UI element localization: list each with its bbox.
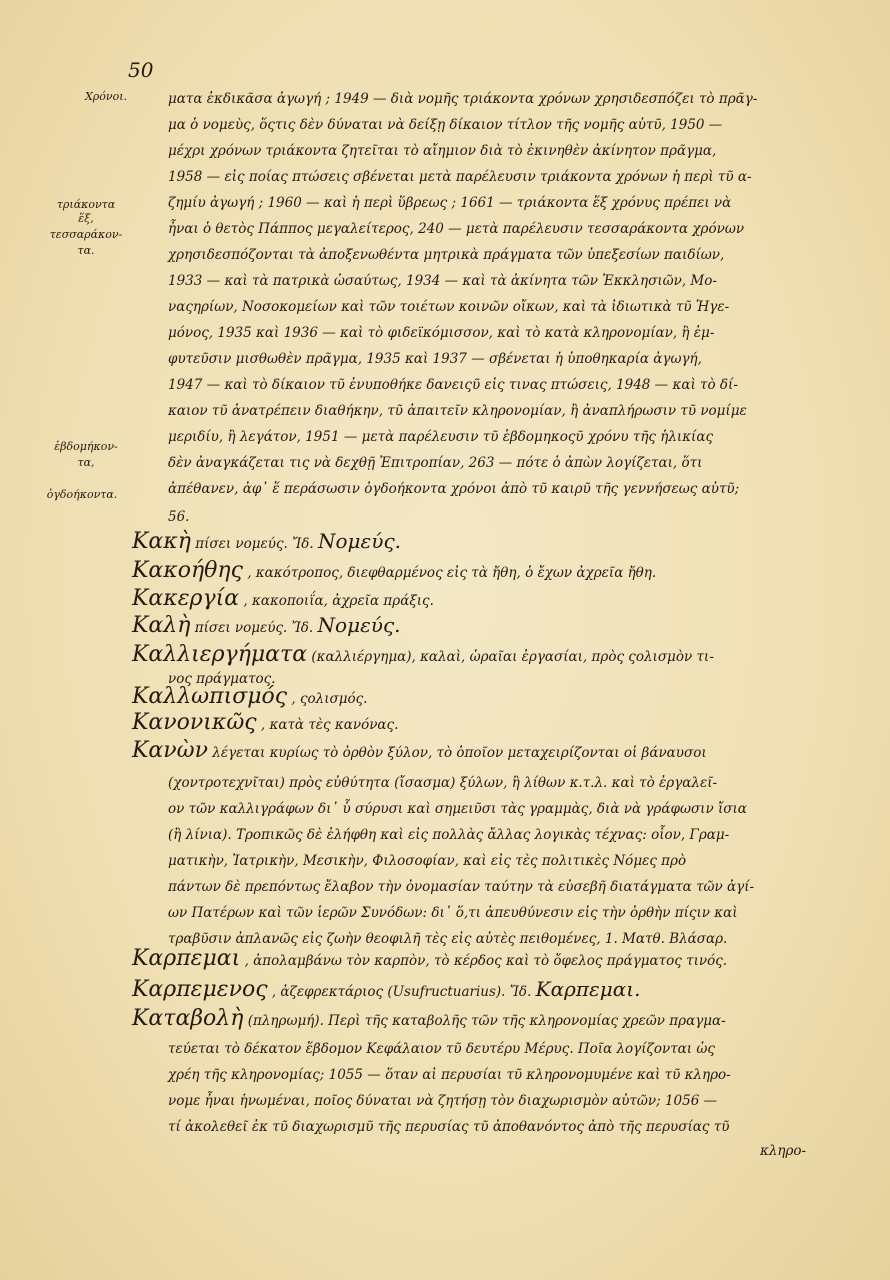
margin-note: τριάκοντα [56, 198, 116, 211]
headword: Κακεργία [132, 586, 240, 611]
entry-text: , ἀζεφρεκτάριος (Usufructuarius). Ἴδ. [271, 984, 532, 1000]
entry-text: πίσει νομεύς. Ἴδ. [194, 620, 314, 636]
entry-text: (πληρωμή). Περὶ τῆς καταβολῆς τῶν τῆς κληρονομίας χρεῶν πραγμα- [247, 1013, 726, 1029]
entry-continuation: χρέη τῆς κληρονομίας; 1055 — ὅταν αἱ περυσίαι τῦ κληρονομυμένε καὶ τῦ κληρο- [168, 1067, 731, 1083]
text-line: 1947 — καὶ τὸ δίκαιον τῦ ἐνυποθήκε δανειςῦ εἰς τινας πτώσεις, 1948 — καὶ τὸ δί- [168, 377, 738, 393]
headword: Κακοήθης [132, 558, 243, 583]
cross-reference: Νομεύς. [317, 613, 401, 637]
cross-reference: Νομεύς. [318, 529, 402, 553]
entry-continuation: τραβῦσιν ἀπλανῶς εἰς ζωὴν θεοφιλῆ τὲς εἰς αὐτὲς πειθομένες, 1. Ματθ. Βλάσαρ. [168, 931, 728, 947]
headword: Κακὴ [132, 529, 191, 554]
entry-continuation: ον τῶν καλλιγράφων δι᾽ ὗ σύρυσι καὶ σημειῦσι τὰς γραμμὰς, διὰ νὰ γράφωσιν ἴσια [168, 801, 747, 817]
entry-continuation: νομε ἦναι ἡνωμέναι, ποῖος δύναται νὰ ζητήσῃ τὸν διαχωρισμὸν αὐτῶν; 1056 — [168, 1093, 718, 1109]
margin-note: Χρόνοι. [84, 90, 128, 103]
margin-note: ὀγδοήκοντα. [46, 488, 118, 501]
entry [132, 946, 832, 971]
text-line: ζημίυ ἀγωγή ; 1960 — καὶ ἡ περὶ ὕβρεως ; 1661 — τριάκοντα ἕξ χρόνυς πρέπει νὰ [168, 195, 732, 211]
text-line: 1933 — καὶ τὰ πατρικὰ ὡσαύτως, 1934 — καὶ τὰ ἀκίνητα τῶν Ἐκκλησιῶν, Μο- [168, 273, 717, 289]
margin-note: ἑβδομήκον- [54, 440, 118, 453]
entry [132, 684, 832, 709]
headword: Κανονικῶς [132, 710, 257, 735]
entry [132, 613, 832, 638]
text-line: 56. [168, 509, 190, 525]
text-line: χρησιδεσπόζονται τὰ ἀποξενωθέντα μητρικὰ πράγματα τῶν ὑπεξεσίων παιδίων, [168, 247, 725, 263]
entry-continuation: ματικὴν, Ἰατρικὴν, Μεσικὴν, Φιλοσοφίαν, καὶ εἰς τὲς πολιτικὲς Νόμες πρὸ [168, 853, 687, 869]
headword: Κανὼν [132, 738, 208, 763]
entry-text: , ςολισμός. [291, 691, 368, 707]
page-number: 50 [128, 58, 154, 82]
text-line: δὲν ἀναγκάζεται τις νὰ δεχθῇ Ἐπιτροπίαν, 263 — πότε ὁ ἀπὼν λογίζεται, ὅτι [168, 455, 703, 471]
text-line: μεριδίυ, ἢ λεγάτον, 1951 — μετὰ παρέλευσιν τῦ ἑβδομηκοςῦ χρόνυ τῆς ἡλικίας [168, 429, 714, 445]
entry [132, 558, 832, 583]
text-line: μα ὁ νομεὺς, ὅςτις δὲν δύναται νὰ δείξῃ δίκαιον τίτλον τῆς νομῆς αὐτῦ, 1950 — [168, 117, 723, 133]
entry [132, 529, 832, 554]
entry [132, 977, 832, 1002]
text-line: ναςηρίων, Νοσοκομείων καὶ τῶν τοιέτων κοινῶν οἴκων, καὶ τὰ ἰδιωτικὰ τῦ Ἡγε- [168, 299, 730, 315]
entry-continuation: πάντων δὲ πρεπόντως ἔλαβον τὴν ὀνομασίαν ταύτην τὰ εὐσεβῆ διατάγματα τῶν ἁγί- [168, 879, 755, 895]
entry-text: , κακοποιΐα, ἀχρεῖα πράξις. [243, 593, 434, 609]
entry-text: πίσει νομεύς. Ἴδ. [195, 536, 314, 552]
headword: Καλὴ [132, 613, 191, 638]
headword: Καλλιεργήματα [132, 642, 308, 667]
headword: Καταβολὴ [132, 1006, 244, 1031]
headword: Καρπεμενος [132, 977, 268, 1002]
entry-continuation: νος πράγματος. [168, 671, 276, 687]
entry-continuation: (ἢ λίνια). Τροπικῶς δὲ ἐλήφθη καὶ εἰς πολλὰς ἄλλας λογικὰς τέχνας: οἷον, Γραμ- [168, 827, 730, 843]
entry-continuation: τεύεται τὸ δέκατον ἕβδομον Κεφάλαιον τῦ δευτέρυ Μέρυς. Ποῖα λογίζονται ὡς [168, 1041, 715, 1057]
text-line: ματα ἐκδικᾶσα ἀγωγή ; 1949 — διὰ νομῆς τριάκοντα χρόνων χρησιδεσπόζει τὸ πρᾶγ- [168, 91, 758, 107]
entry-continuation: τί ἀκολεθεῖ ἐκ τῦ διαχωρισμῦ τῆς περυσίας τῦ ἀποθανόντος ἀπὸ τῆς περυσίας τῦ [168, 1119, 730, 1135]
text-line: 1958 — εἰς ποίας πτώσεις σβένεται μετὰ παρέλευσιν τριάκοντα χρόνων ἡ περὶ τῦ α- [168, 169, 752, 185]
margin-note: τα, [77, 456, 95, 469]
margin-note: ἕξ, [78, 212, 94, 225]
entry-text: , κατὰ τὲς κανόνας. [260, 717, 399, 733]
margin-note: τα. [77, 244, 95, 257]
entry [132, 1006, 832, 1031]
entry-text: , κακότροπος, διεφθαρμένος εἰς τὰ ἤθη, ὁ ἔχων ἀχρεῖα ἤθη. [247, 565, 657, 581]
entry [132, 642, 832, 667]
entry-text: (καλλιέργημα), καλαὶ, ὡραῖαι ἐργασίαι, πρὸς ςολισμὸν τι- [311, 649, 714, 665]
text-line: φυτεῦσιν μισθωθὲν πρᾶγμα, 1935 καὶ 1937 — σβένεται ἡ ὑποθηκαρία ἀγωγή, [168, 351, 702, 367]
entry-text: , ἀπολαμβάνω τὸν καρπὸν, τὸ κέρδος καὶ τὸ ὄφελος πράγματος τινός. [244, 953, 728, 969]
text-line: ἦναι ὁ θετὸς Πάππος μεγαλείτερος, 240 — μετὰ παρέλευσιν τεσσαράκοντα χρόνων [168, 221, 745, 237]
entry [132, 710, 832, 735]
headword: Καλλωπισμός [132, 684, 288, 709]
entry [132, 586, 832, 611]
text-line: καιον τῦ ἀνατρέπειν διαθήκην, τῦ ἀπαιτεῖν κληρονομίαν, ἢ ἀναπλήρωσιν τῦ νομίμε [168, 403, 747, 419]
headword: Καρπεμαι [132, 946, 241, 971]
entry-continuation: (χοντροτεχνῖται) πρὸς εὐθύτητα (ἴσασμα) ξύλων, ἢ λίθων κ.τ.λ. καὶ τὸ ἐργαλεῖ- [168, 775, 718, 791]
entry-text: λέγεται κυρίως τὸ ὀρθὸν ξύλον, τὸ ὁποῖον μεταχειρίζονται οἱ βάναυσοι [212, 745, 707, 761]
text-line: μόνος, 1935 καὶ 1936 — καὶ τὸ φιδεϊκόμισσον, καὶ τὸ κατὰ κληρονομίαν, ἢ ἐμ- [168, 325, 715, 341]
text-line: μέχρι χρόνων τριάκοντα ζητεῖται τὸ αἴημιον διὰ τὸ ἐκινηθὲν ἀκίνητον πρᾶγμα, [168, 143, 717, 159]
cross-reference: Καρπεμαι. [535, 977, 641, 1001]
text-line: ἀπέθανεν, ἀφ᾽ ἕ περάσωσιν ὀγδοήκοντα χρόνοι ἀπὸ τῦ καιρῦ τῆς γεννήσεως αὐτῦ; [168, 481, 740, 497]
entry [132, 738, 832, 763]
margin-note: τεσσαράκον- [49, 228, 123, 241]
entry-continuation: ων Πατέρων καὶ τῶν ἱερῶν Συνόδων: δι᾽ ὅ,τι ἀπευθύνεσιν εἰς τὴν ὀρθὴν πίςιν καὶ [168, 905, 738, 921]
entry-continuation: κληρο- [760, 1143, 807, 1159]
